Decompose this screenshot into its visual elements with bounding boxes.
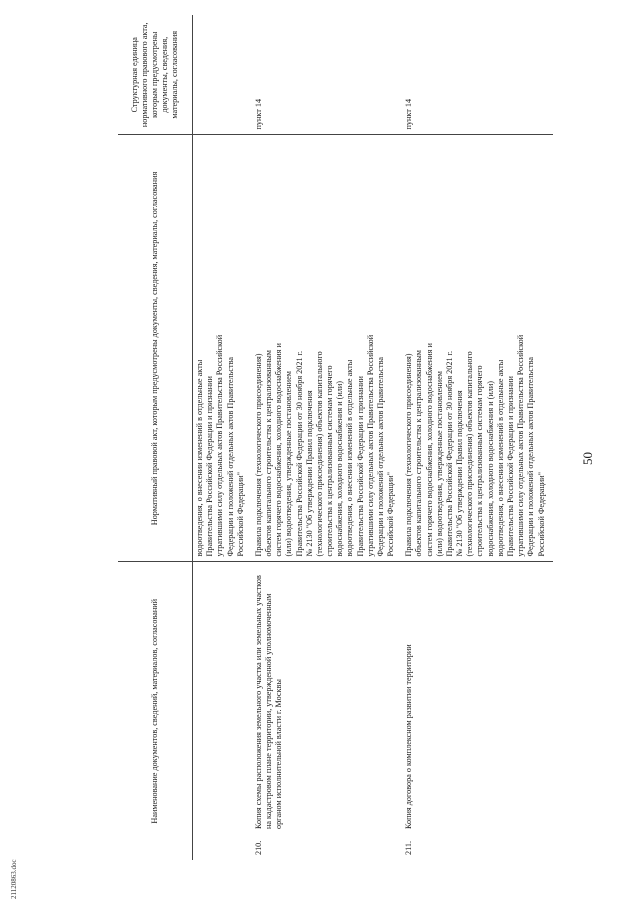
cell-unit: пункт 14 xyxy=(402,15,552,135)
cell-name-empty xyxy=(193,562,252,860)
row-number: 211. xyxy=(404,840,414,855)
table-header-row xyxy=(118,15,193,860)
cell-unit-empty xyxy=(193,15,252,135)
cell-act: водоотведения, о внесении изменений в отдельные акты Правительства Российской Федерации и признании утратившими силу отдельных актов Правительства Российской Федерации и положений отдельных актов Правительства Российской Федерации" xyxy=(193,135,252,562)
header-act: Нормативный правовой акт, которым предусмотрены документы, сведения, материалы, согласования xyxy=(118,135,193,562)
table-row xyxy=(252,15,402,860)
table-row-continuation xyxy=(193,15,252,860)
cell-act: Правила подключения (технологического присоединения) объектов капитального строительства к централизованным систем горячего водоснабжения, холодного водоснабжения и (или) водоотведения, утвержденные постановлением Правительства Российской Федерации от 30 ноября 2021 г. № 2130 "Об утверждении Правил подключения (технологического присоединения) объектов капитального строительства к централизованным системам горячего водоснабжения, холодного водоснабжения и (или) водоотведения, о внесении изменений в отдельные акты Правительства Российской Федерации и признании утратившими силу отдельных актов Правительства Российской Федерации и положений отдельных актов Правительства Российской Федерации" xyxy=(252,135,402,562)
cell-unit: пункт 14 xyxy=(252,15,402,135)
file-version: 21120863.doc xyxy=(10,859,18,899)
header-name: Наименование документов, сведений, материалов, согласований xyxy=(118,562,193,860)
table-row xyxy=(402,15,552,860)
cell-act: Правила подключения (технологического присоединения) объектов капитального строительства к централизованным систем горячего водоснабжения, холодного водоснабжения и (или) водоотведения, утвержденные постановлением Правительства Российской Федерации от 30 ноября 2021 г. № 2130 "Об утверждении Правил подключения (технологического присоединения) объектов капитального строительства к централизованным системам горячего водоснабжения, холодного водоснабжения и (или) водоотведения, о внесении изменений в отдельные акты Правительства Российской Федерации и признании утратившими силу отдельных актов Правительства Российской Федерации и положений отдельных актов Правительства Российской Федерации" xyxy=(402,135,552,562)
page-number: 50 xyxy=(580,452,595,465)
header-unit: Структурная единица нормативного правового акта, которым предусмотрены документы, сведения, материалы, согласования xyxy=(118,15,193,135)
row-name: Копия схемы расположения земельного участка или земельных участков на кадастровом плане территории, утвержденной уполномоченным органом исполнительной власти г. Москвы xyxy=(253,575,284,829)
cell-name xyxy=(402,562,552,860)
cell-name xyxy=(252,562,402,860)
row-number: 210. xyxy=(253,840,263,855)
row-name: Копия договора о комплексном развитии территории xyxy=(404,644,414,829)
documents-table xyxy=(118,15,553,860)
